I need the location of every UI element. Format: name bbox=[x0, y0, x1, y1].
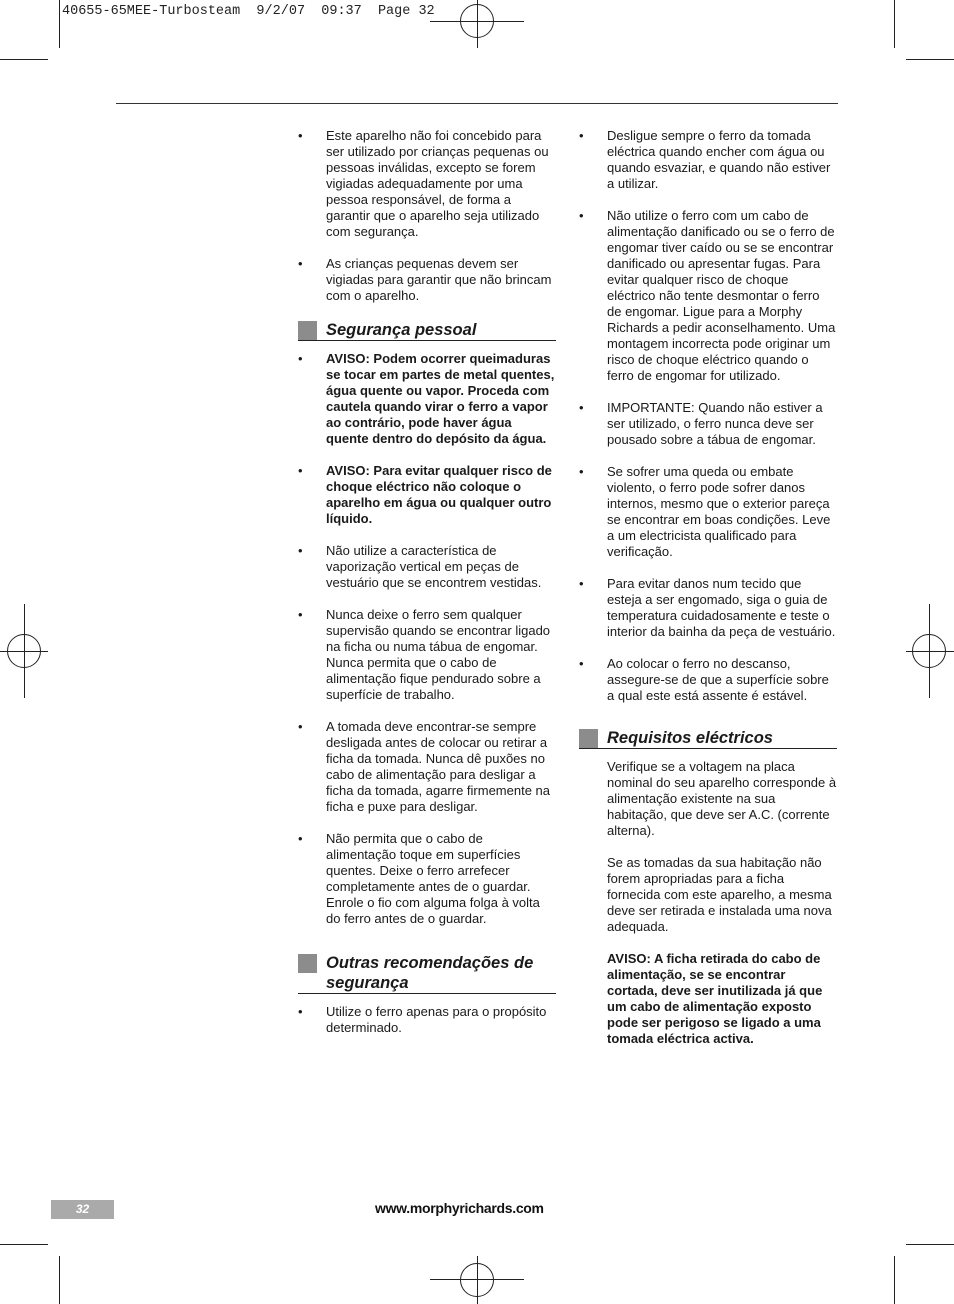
list-item-text: Não permita que o cabo de alimentação toque em superfícies quentes. Deixe o ferro arrefecer completamente antes de o guardar. Enrole o fio com alguma folga à volta do ferro antes de o guardar. bbox=[326, 831, 540, 926]
bullet-list bbox=[298, 1004, 556, 1036]
list-item-text: IMPORTANTE: Quando não estiver a ser utilizado, o ferro nunca deve ser pousado sobre a tábua de engomar. bbox=[607, 400, 823, 447]
column-right bbox=[579, 128, 837, 1063]
bullet-list bbox=[579, 128, 837, 704]
bullet-list bbox=[298, 351, 556, 927]
list-item bbox=[579, 576, 837, 640]
bullet-icon: • bbox=[298, 351, 303, 366]
list-item-text: Se sofrer uma queda ou embate violento, o ferro pode sofrer danos internos, mesmo que o exterior pareça se encontrar em boas condições. Leve a um electricista qualificado para verificação. bbox=[607, 464, 831, 559]
bullet-icon: • bbox=[579, 400, 584, 415]
list-item bbox=[298, 256, 556, 304]
bullet-icon: • bbox=[298, 831, 303, 846]
list-item bbox=[298, 607, 556, 703]
heading-marker bbox=[579, 729, 598, 748]
print-slug: 40655-65MEE-Turbosteam 9/2/07 09:37 Page 32 bbox=[62, 4, 435, 19]
page-number: 32 bbox=[51, 1200, 114, 1219]
list-item-text: Ao colocar o ferro no descanso, assegure-se de que a superfície sobre a qual este está assente é estável. bbox=[607, 656, 829, 703]
section-heading-personal-safety: Segurança pessoal bbox=[298, 320, 556, 341]
bullet-icon: • bbox=[579, 208, 584, 223]
bullet-icon: • bbox=[298, 719, 303, 734]
bullet-icon: • bbox=[579, 128, 584, 143]
list-item-text: Este aparelho não foi concebido para ser utilizado por crianças pequenas ou pessoas inválidas, excepto se forem vigiadas adequadamente por uma pessoa responsável, de forma a garantir que o aparelho seja utilizado com segurança. bbox=[326, 128, 549, 239]
bullet-icon: • bbox=[298, 1004, 303, 1019]
section-heading-electrical-requirements: Requisitos eléctricos bbox=[579, 728, 837, 749]
section-heading-other-recommendations: Outras recomendações de segurança bbox=[298, 953, 556, 994]
bullet-list bbox=[298, 128, 556, 304]
crop-mark bbox=[0, 59, 48, 60]
list-item bbox=[298, 719, 556, 815]
list-item-text: Utilize o ferro apenas para o propósito determinado. bbox=[326, 1004, 547, 1035]
list-item bbox=[579, 128, 837, 192]
paragraph: Verifique se a voltagem na placa nominal do seu aparelho corresponde à alimentação existente na sua habitação, que deve ser A.C. (corrente alterna). bbox=[607, 759, 837, 838]
bullet-icon: • bbox=[298, 463, 303, 478]
crop-mark bbox=[906, 59, 954, 60]
list-item-text: Desligue sempre o ferro da tomada eléctrica quando encher com água ou quando esvaziar, e quando não estiver a utilizar. bbox=[607, 128, 831, 191]
bullet-icon: • bbox=[298, 607, 303, 622]
bullet-icon: • bbox=[579, 656, 584, 671]
column-left bbox=[298, 128, 556, 1052]
bullet-icon: • bbox=[298, 256, 303, 271]
list-item bbox=[298, 543, 556, 591]
list-item-text: Não utilize o ferro com um cabo de alimentação danificado ou se o ferro de engomar tiver caído ou se se encontrar danificado ou apresentar fugas. Para evitar qualquer risco de choque eléctrico não tente desmontar o ferro de engomar. Ligue para a Morphy Richards a pedir aconselhamento. Uma montagem incorrecta pode originar um risco de choque eléctrico quando o ferro de engomar for utilizado. bbox=[607, 208, 836, 383]
bullet-icon: • bbox=[298, 128, 303, 143]
crop-mark bbox=[894, 1256, 895, 1304]
crop-mark bbox=[894, 0, 895, 48]
bullet-icon: • bbox=[579, 576, 584, 591]
list-item bbox=[298, 463, 556, 527]
heading-marker bbox=[298, 321, 317, 340]
header-rule bbox=[116, 103, 838, 104]
list-item-text: Para evitar danos num tecido que esteja a ser engomado, siga o guia de temperatura cuidadosamente e teste o interior da bainha da peça de vestuário. bbox=[607, 576, 836, 639]
crop-mark bbox=[59, 1256, 60, 1304]
list-item-text: As crianças pequenas devem ser vigiadas para garantir que não brincam com o aparelho. bbox=[326, 256, 552, 303]
crop-mark bbox=[906, 1244, 954, 1245]
paragraph-group bbox=[579, 759, 837, 1047]
paragraph: Se as tomadas da sua habitação não forem apropriadas para a ficha fornecida com este aparelho, a mesma deve ser retirada e instalada uma nova adequada. bbox=[607, 855, 832, 934]
crop-mark bbox=[0, 1244, 48, 1245]
list-item bbox=[298, 1004, 556, 1036]
list-item bbox=[298, 351, 556, 447]
list-item-text: A tomada deve encontrar-se sempre desligada antes de colocar ou retirar a ficha da tomada. Nunca dê puxões no cabo de alimentação para desligar a ficha da tomada, agarre firmemente na ficha e puxe para desligar. bbox=[326, 719, 551, 814]
list-item-text: AVISO: Podem ocorrer queimaduras se tocar em partes de metal quentes, água quente ou vapor. Proceda com cautela quando virar o ferro a vapor ao contrário, pode haver água quente dentro do depósito da água. bbox=[326, 351, 555, 446]
list-item bbox=[579, 208, 837, 384]
paragraph: AVISO: A ficha retirada do cabo de alimentação, se se encontrar cortada, deve ser inutilizada já que um cabo de alimentação exposto pode ser perigoso se ligado a uma tomada eléctrica activa. bbox=[607, 951, 823, 1046]
list-item-text: Nunca deixe o ferro sem qualquer supervisão quando se encontrar ligado na ficha ou numa tábua de engomar. Nunca permita que o cabo de alimentação fique pendurado sobre a superfície de trabalho. bbox=[326, 607, 551, 702]
bullet-icon: • bbox=[298, 543, 303, 558]
website-url: www.morphyrichards.com bbox=[375, 1200, 544, 1216]
crop-mark bbox=[59, 0, 60, 48]
list-item bbox=[579, 400, 837, 448]
list-item-text: Não utilize a característica de vaporização vertical em peças de vestuário que se encontrem vestidas. bbox=[326, 543, 542, 590]
list-item-text: AVISO: Para evitar qualquer risco de choque eléctrico não coloque o aparelho em água ou qualquer outro líquido. bbox=[326, 463, 552, 526]
list-item bbox=[298, 831, 556, 927]
bullet-icon: • bbox=[579, 464, 584, 479]
list-item bbox=[579, 656, 837, 704]
heading-marker bbox=[298, 954, 317, 973]
list-item bbox=[579, 464, 837, 560]
list-item bbox=[298, 128, 556, 240]
